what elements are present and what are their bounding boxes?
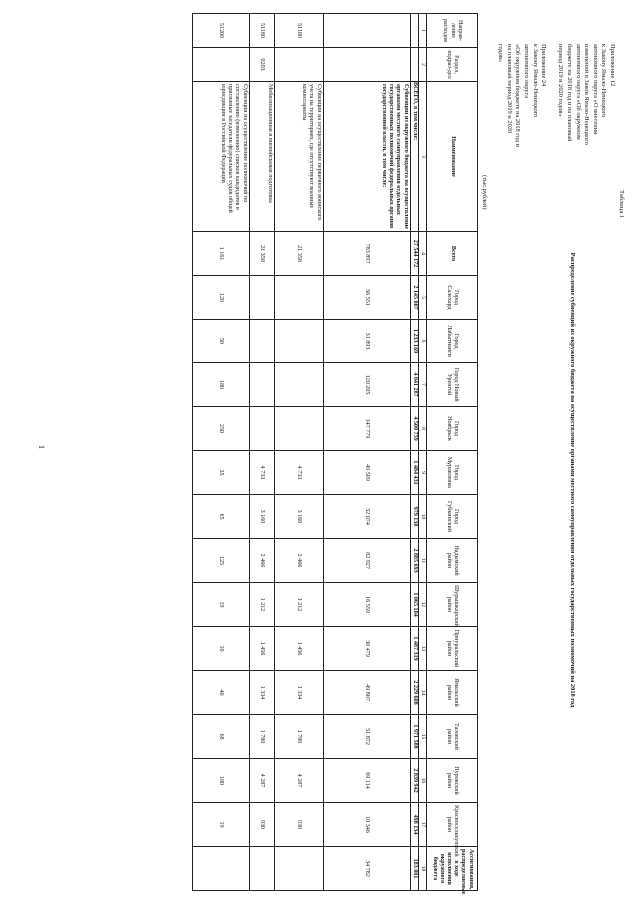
table-cell <box>410 14 418 48</box>
table-cell: 4 287 <box>249 759 274 803</box>
table-cell <box>249 363 274 407</box>
column-number: 7 <box>418 363 426 407</box>
column-number: 16 <box>418 759 426 803</box>
table-cell: 1 484 431 <box>410 451 418 495</box>
table-cell: 4 733 <box>274 451 323 495</box>
column-number: 4 <box>418 232 426 276</box>
table-cell: 4 733 <box>249 451 274 495</box>
table-cell <box>274 363 323 407</box>
header-gubkinsky: Город Губкинский <box>427 495 478 539</box>
header-purovsky: Пуровский район <box>427 759 478 803</box>
table-cell: 1 456 <box>249 627 274 671</box>
table-cell: 68 <box>192 715 249 759</box>
table-cell <box>410 48 418 82</box>
table-cell: 183 001 <box>410 847 418 891</box>
page-number: 1 <box>37 445 46 449</box>
table-cell: 1 065 104 <box>410 583 418 627</box>
table-cell: 19 <box>192 583 249 627</box>
table-cell: 180 <box>192 759 249 803</box>
header-name: Наименование <box>427 82 478 232</box>
table-cell: 930 <box>249 803 274 847</box>
table-cell: 2 839 942 <box>410 759 418 803</box>
column-number: 5 <box>418 276 426 320</box>
table-cell: 49 807 <box>323 671 410 715</box>
table-cell: 65 <box>192 495 249 539</box>
table-cell <box>274 276 323 320</box>
table-cell <box>249 276 274 320</box>
table-cell: 51 872 <box>323 715 410 759</box>
table-row <box>249 14 274 891</box>
table-cell <box>249 407 274 451</box>
column-number: 12 <box>418 583 426 627</box>
table-cell: 2 145 007 <box>410 276 418 320</box>
table-cell: 1 212 <box>249 583 274 627</box>
table-cell: 125 <box>192 539 249 583</box>
table-cell <box>192 48 249 82</box>
table-cell <box>274 48 323 82</box>
column-number: 6 <box>418 320 426 363</box>
table-cell: 27 544 172 <box>410 232 418 276</box>
table-cell: 1 161 <box>192 232 249 276</box>
appendix-note: Приложение 12 к Закону Ямало-Ненецкого автономного округа «О внесении изменений в Закон Ямало-Ненецкого автономного округа «Об окружном бюджете на 2018 год и на плановый период 2019 и 2020 годов» Приложение 24 к Закону Ямало-Ненецкого автономного округа «Об окружном бюджете на 2018 год и на плановый период 2019 и 2020 годов» <box>497 44 616 148</box>
column-number: 18 <box>418 847 426 891</box>
column-number: 11 <box>418 539 426 583</box>
header-section: Раздел, подраз-дел <box>427 48 478 82</box>
document-title: Распределение субвенций из окружного бюджета на осуществление органами местного самоуправления отдельных государственных полномочий на 2018 год <box>569 252 576 708</box>
table-cell <box>249 847 274 891</box>
table-cell: Субвенции из окружного бюджета на осуществление органами местного самоуправления отдельных государственных полномочий федеральных органов государственной власти, в том числе: <box>323 82 410 232</box>
table-cell: 51180 <box>274 14 323 48</box>
column-number: 14 <box>418 671 426 715</box>
table-row <box>323 14 410 891</box>
column-number: 15 <box>418 715 426 759</box>
header-nadym: Надымский район <box>427 539 478 583</box>
header-direction: Направ-ление расходов <box>427 14 478 48</box>
table-cell: 2 466 <box>249 539 274 583</box>
table-cell: 1 233 169 <box>410 320 418 363</box>
subsidy-table <box>192 13 478 895</box>
table-row <box>192 14 249 891</box>
table-cell: 120 205 <box>323 363 410 407</box>
table-cell: 1 971 588 <box>410 715 418 759</box>
table-cell: 16 559 <box>323 583 410 627</box>
header-reserve: Ассигнования, распределяемые в ходе исполнения окружного бюджета <box>427 847 478 891</box>
column-number: 13 <box>418 627 426 671</box>
table-cell: 1 487 319 <box>410 627 418 671</box>
table-cell: 56 551 <box>323 276 410 320</box>
table-cell: 1 334 <box>249 671 274 715</box>
column-number-row <box>418 14 426 891</box>
table-cell <box>249 320 274 363</box>
column-number: 1 <box>418 14 426 48</box>
table-cell: 40 <box>192 671 249 715</box>
table-cell: 3 160 <box>249 495 274 539</box>
table-cell: 4 287 <box>274 759 323 803</box>
table-cell: 3 160 <box>274 495 323 539</box>
table-cell: 930 <box>274 803 323 847</box>
table-cell <box>323 48 410 82</box>
table-cell: 21 358 <box>249 232 274 276</box>
table-cell: ВСЕГО, в том числе: <box>410 82 418 232</box>
table-cell: 147 779 <box>323 407 410 451</box>
header-tazovsky: Тазовский район <box>427 715 478 759</box>
table-cell: 10 346 <box>323 803 410 847</box>
table-cell: 51180 <box>249 14 274 48</box>
table-cell: Мобилизационная и вневойсковая подготовка <box>249 82 274 232</box>
header-priuralsky: Приуральский район <box>427 627 478 671</box>
table-cell: 2 885 693 <box>410 539 418 583</box>
table-cell: 34 782 <box>323 847 410 891</box>
table-cell <box>274 847 323 891</box>
table-cell: 120 <box>192 276 249 320</box>
table-cell: 4 500 759 <box>410 407 418 451</box>
header-krasnoselkupsky: Красноселькупский район <box>427 803 478 847</box>
table-cell <box>192 847 249 891</box>
table-cell <box>274 320 323 363</box>
table-cell: 49 509 <box>323 451 410 495</box>
table-cell: 50 <box>192 320 249 363</box>
table-cell: 19 <box>192 803 249 847</box>
table-cell: 4 041 287 <box>410 363 418 407</box>
table-cell: 1 212 <box>274 583 323 627</box>
table-cell: 32 074 <box>323 495 410 539</box>
table-cell: 1 456 <box>274 627 323 671</box>
table-cell: 1 334 <box>274 671 323 715</box>
table-cell: 21 358 <box>274 232 323 276</box>
table-cell: 82 927 <box>323 539 410 583</box>
table-cell: 498 134 <box>410 803 418 847</box>
table-cell: 783 897 <box>323 232 410 276</box>
table-row <box>274 14 323 891</box>
table-cell <box>274 407 323 451</box>
table-cell: 979 130 <box>410 495 418 539</box>
column-number: 8 <box>418 407 426 451</box>
header-row <box>427 14 478 891</box>
table-cell: 35 <box>192 451 249 495</box>
header-salekhard: Город Салехард <box>427 276 478 320</box>
table-cell: 69 114 <box>323 759 410 803</box>
table-cell: 10 <box>192 627 249 671</box>
table-cell: 250 <box>192 407 249 451</box>
table-cell: 2 466 <box>274 539 323 583</box>
header-noyabrsk: Город Ноябрьск <box>427 407 478 451</box>
table-cell: 30 479 <box>323 627 410 671</box>
table-cell: Субвенции на осуществление полномочий по составлению (изменению) списков кандидатов в присяжные заседатели федеральных судов общей юрисдикции в Российской Федерации <box>192 82 249 232</box>
header-novy-urengoy: Город Новый Уренгой <box>427 363 478 407</box>
table-cell: 0203 <box>249 48 274 82</box>
table-cell: 2 229 608 <box>410 671 418 715</box>
table-cell: 1 780 <box>249 715 274 759</box>
column-number: 2 <box>418 48 426 82</box>
column-number: 9 <box>418 451 426 495</box>
header-muravlenko: Город Муравленко <box>427 451 478 495</box>
column-number: 3 <box>418 82 426 232</box>
header-yamalsky: Ямальский район <box>427 671 478 715</box>
table-cell: 51200 <box>192 14 249 48</box>
table-cell: 1 780 <box>274 715 323 759</box>
header-shuryshkary: Шурышкарский район <box>427 583 478 627</box>
table-cell: Субвенции на осуществление первичного воинского учета на территориях, где отсутствуют военные комиссариаты <box>274 82 323 232</box>
table-label: Таблица 1 <box>618 190 625 219</box>
units-label: (тыс.рублей) <box>481 175 488 210</box>
column-number: 17 <box>418 803 426 847</box>
header-labytnangi: Город Лабытнанги <box>427 320 478 363</box>
header-total: Всего <box>427 232 478 276</box>
table-cell <box>323 14 410 48</box>
table-cell: 180 <box>192 363 249 407</box>
total-row <box>410 14 418 891</box>
column-number: 10 <box>418 495 426 539</box>
table-cell: 31 893 <box>323 320 410 363</box>
